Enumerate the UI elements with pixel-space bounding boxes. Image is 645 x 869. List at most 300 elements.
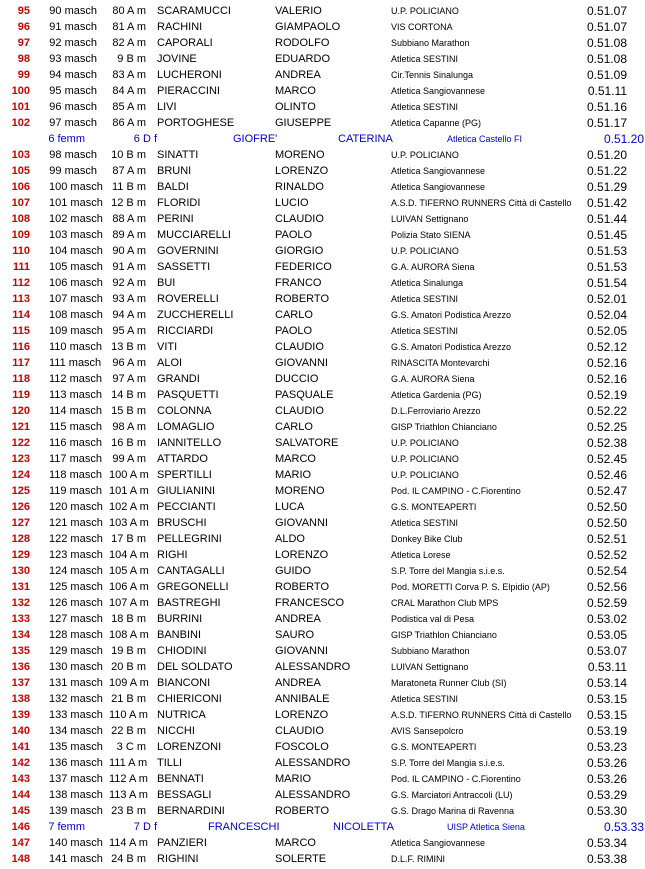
first-name-cell: MORENO <box>275 485 325 497</box>
club-cell: UISP Atletica Siena <box>447 822 525 832</box>
gender-rank-cell: 137 masch <box>49 773 103 785</box>
category-rank-cell: 82 A m <box>112 37 146 49</box>
position-cell: 121 <box>11 421 30 433</box>
time-cell: 0.51.07 <box>586 4 627 18</box>
surname-cell: PORTOGHESE <box>157 117 235 129</box>
surname-cell: RICCIARDI <box>157 325 214 337</box>
time-cell: 0.52.12 <box>586 340 627 354</box>
result-row <box>0 403 645 419</box>
gender-rank-cell: 122 masch <box>49 533 103 545</box>
surname-cell: VITI <box>157 341 178 353</box>
club-cell: A.S.D. TIFERNO RUNNERS Città di Castello <box>391 710 572 720</box>
category-rank-cell: 14 B m <box>111 389 146 401</box>
surname-cell: GIOFRE' <box>233 133 278 145</box>
gender-rank-cell: 115 masch <box>49 421 102 433</box>
gender-rank-cell: 118 masch <box>49 469 102 481</box>
position-cell: 144 <box>11 789 30 801</box>
result-row <box>0 387 645 403</box>
club-cell: A.S.D. TIFERNO RUNNERS Città di Castello <box>391 198 572 208</box>
club-cell: VIS CORTONA <box>391 22 453 32</box>
surname-cell: BESSAGLI <box>157 789 212 801</box>
time-cell: 0.52.22 <box>586 404 627 418</box>
first-name-cell: MARCO <box>275 837 316 849</box>
surname-cell: PELLEGRINI <box>157 533 222 545</box>
gender-rank-cell: 139 masch <box>49 805 103 817</box>
time-cell: 0.51.42 <box>586 196 627 210</box>
first-name-cell: ALESSANDRO <box>275 757 351 769</box>
club-cell: RINASCITA Montevarchi <box>391 358 490 368</box>
surname-cell: RIGHINI <box>157 853 199 865</box>
surname-cell: NICCHI <box>157 725 195 737</box>
surname-cell: BERNARDINI <box>157 805 225 817</box>
club-cell: S.P. Torre del Mangia s.i.e.s. <box>391 758 505 768</box>
time-cell: 0.53.26 <box>586 772 627 786</box>
category-rank-cell: 85 A m <box>112 101 146 113</box>
position-cell: 97 <box>17 37 30 49</box>
category-rank-cell: 19 B m <box>111 645 146 657</box>
time-cell: 0.52.45 <box>586 452 627 466</box>
first-name-cell: GIOVANNI <box>275 517 328 529</box>
first-name-cell: SAURO <box>275 629 315 641</box>
first-name-cell: GIAMPAOLO <box>275 21 341 33</box>
category-rank-cell: 102 A m <box>109 501 149 513</box>
result-row <box>0 355 645 371</box>
surname-cell: LIVI <box>157 101 177 113</box>
gender-rank-cell: 103 masch <box>49 229 103 241</box>
result-row <box>0 99 645 115</box>
gender-rank-cell: 133 masch <box>49 709 103 721</box>
first-name-cell: OLINTO <box>275 101 316 113</box>
surname-cell: TILLI <box>157 757 183 769</box>
time-cell: 0.53.15 <box>586 708 627 722</box>
first-name-cell: EDUARDO <box>275 53 331 65</box>
gender-rank-cell: 106 masch <box>49 277 103 289</box>
surname-cell: GREGONELLI <box>157 581 229 593</box>
club-cell: CRAL Marathon Club MPS <box>391 598 499 608</box>
gender-rank-cell: 116 masch <box>49 437 102 449</box>
category-rank-cell: 16 B m <box>111 437 146 449</box>
gender-rank-cell: 140 masch <box>49 837 103 849</box>
first-name-cell: DUCCIO <box>275 373 319 385</box>
category-rank-cell: 10 B m <box>111 149 146 161</box>
gender-rank-cell: 110 masch <box>49 341 102 353</box>
gender-rank-cell: 93 masch <box>49 53 97 65</box>
category-rank-cell: 90 A m <box>112 245 146 257</box>
club-cell: Atletica SESTINI <box>391 518 459 528</box>
time-cell: 0.51.20 <box>586 148 627 162</box>
time-cell: 0.53.30 <box>586 804 627 818</box>
club-cell: G.S. MONTEAPERTI <box>391 742 477 752</box>
time-cell: 0.53.05 <box>586 628 627 642</box>
category-rank-cell: 6 D f <box>133 133 157 145</box>
club-cell: Polizia Stato SIENA <box>391 230 471 240</box>
surname-cell: JOVINE <box>157 53 197 65</box>
surname-cell: PERINI <box>157 213 194 225</box>
club-cell: G.S. MONTEAPERTI <box>391 502 477 512</box>
time-cell: 0.51.54 <box>586 276 627 290</box>
result-row <box>0 195 645 211</box>
club-cell: G.A. AURORA Siena <box>391 262 475 272</box>
position-cell: 116 <box>12 341 30 353</box>
position-cell: 136 <box>11 661 30 673</box>
first-name-cell: RODOLFO <box>275 37 330 49</box>
first-name-cell: ANDREA <box>275 677 321 689</box>
time-cell: 0.51.16 <box>586 100 627 114</box>
club-cell: Atletica SESTINI <box>391 694 459 704</box>
position-cell: 101 <box>11 101 30 113</box>
category-rank-cell: 89 A m <box>112 229 146 241</box>
position-cell: 142 <box>11 757 30 769</box>
first-name-cell: ALESSANDRO <box>275 789 351 801</box>
category-rank-cell: 9 B m <box>117 53 146 65</box>
club-cell: Donkey Bike Club <box>391 534 463 544</box>
surname-cell: GOVERNINI <box>157 245 219 257</box>
result-row <box>0 419 645 435</box>
category-rank-cell: 80 A m <box>112 5 146 17</box>
time-cell: 0.52.38 <box>586 436 627 450</box>
surname-cell: LOMAGLIO <box>157 421 215 433</box>
time-cell: 0.52.01 <box>586 292 627 306</box>
result-row <box>0 19 645 35</box>
category-rank-cell: 103 A m <box>109 517 149 529</box>
result-row <box>0 723 645 739</box>
position-cell: 118 <box>12 373 30 385</box>
category-rank-cell: 18 B m <box>111 613 146 625</box>
result-row <box>0 835 645 851</box>
result-row <box>0 339 645 355</box>
gender-rank-cell: 129 masch <box>49 645 103 657</box>
first-name-cell: CLAUDIO <box>275 213 324 225</box>
gender-rank-cell: 111 masch <box>49 357 102 369</box>
position-cell: 108 <box>11 213 30 225</box>
position-cell: 137 <box>11 677 30 689</box>
category-rank-cell: 20 B m <box>111 661 146 673</box>
category-rank-cell: 88 A m <box>112 213 146 225</box>
category-rank-cell: 3 C m <box>116 741 146 753</box>
time-cell: 0.51.17 <box>586 116 627 130</box>
first-name-cell: GIUSEPPE <box>275 117 332 129</box>
result-row <box>0 227 645 243</box>
surname-cell: LUCHERONI <box>157 69 222 81</box>
category-rank-cell: 23 B m <box>111 805 146 817</box>
surname-cell: NUTRICA <box>157 709 206 721</box>
first-name-cell: LORENZO <box>275 549 329 561</box>
time-cell: 0.52.50 <box>586 500 627 514</box>
club-cell: U.P. POLICIANO <box>391 246 459 256</box>
first-name-cell: CARLO <box>275 309 313 321</box>
gender-rank-cell: 132 masch <box>49 693 103 705</box>
result-row <box>0 35 645 51</box>
category-rank-cell: 113 A m <box>109 789 148 801</box>
result-row <box>0 307 645 323</box>
surname-cell: BALDI <box>157 181 189 193</box>
category-rank-cell: 97 A m <box>112 373 146 385</box>
club-cell: Pod. IL CAMPINO - C.Fiorentino <box>391 486 521 496</box>
position-cell: 113 <box>12 293 30 305</box>
result-row <box>0 115 645 131</box>
surname-cell: SPERTILLI <box>157 469 212 481</box>
position-cell: 117 <box>12 357 30 369</box>
results-table <box>0 3 645 867</box>
position-cell: 112 <box>12 277 30 289</box>
position-cell: 146 <box>11 821 30 833</box>
club-cell: Atletica SESTINI <box>391 102 459 112</box>
result-row <box>0 259 645 275</box>
result-row <box>0 627 645 643</box>
first-name-cell: GIOVANNI <box>275 357 328 369</box>
time-cell: 0.51.08 <box>586 36 627 50</box>
surname-cell: RACHINI <box>157 21 203 33</box>
category-rank-cell: 101 A m <box>109 485 149 497</box>
gender-rank-cell: 126 masch <box>49 597 103 609</box>
category-rank-cell: 100 A m <box>109 469 149 481</box>
category-rank-cell: 87 A m <box>112 165 146 177</box>
result-row <box>0 547 645 563</box>
category-rank-cell: 11 B m <box>111 181 146 193</box>
surname-cell: GRANDI <box>157 373 200 385</box>
club-cell: U.P. POLICIANO <box>391 470 459 480</box>
first-name-cell: ALDO <box>275 533 305 545</box>
first-name-cell: PASQUALE <box>275 389 334 401</box>
gender-rank-cell: 113 masch <box>49 389 102 401</box>
result-row <box>0 755 645 771</box>
club-cell: GISP Triathlon Chianciano <box>391 422 497 432</box>
position-cell: 141 <box>11 741 30 753</box>
first-name-cell: RINALDO <box>275 181 324 193</box>
gender-rank-cell: 109 masch <box>49 325 103 337</box>
gender-rank-cell: 101 masch <box>49 197 103 209</box>
time-cell: 0.52.16 <box>586 372 627 386</box>
result-row <box>0 131 645 147</box>
result-row <box>0 691 645 707</box>
time-cell: 0.51.45 <box>586 228 627 242</box>
category-rank-cell: 12 B m <box>111 197 146 209</box>
position-cell: 106 <box>11 181 30 193</box>
time-cell: 0.53.29 <box>586 788 627 802</box>
time-cell: 0.52.52 <box>586 548 627 562</box>
time-cell: 0.53.14 <box>586 676 627 690</box>
gender-rank-cell: 105 masch <box>49 261 103 273</box>
category-rank-cell: 92 A m <box>112 277 146 289</box>
category-rank-cell: 105 A m <box>109 565 149 577</box>
club-cell: Atletica Lorese <box>391 550 451 560</box>
category-rank-cell: 108 A m <box>109 629 149 641</box>
surname-cell: BURRINI <box>157 613 203 625</box>
gender-rank-cell: 94 masch <box>49 69 97 81</box>
position-cell: 134 <box>11 629 30 641</box>
first-name-cell: ALESSANDRO <box>275 661 351 673</box>
position-cell: 119 <box>12 389 30 401</box>
result-row <box>0 3 645 19</box>
time-cell: 0.51.20 <box>603 132 644 146</box>
time-cell: 0.52.56 <box>586 580 627 594</box>
position-cell: 95 <box>17 5 30 17</box>
surname-cell: SASSETTI <box>157 261 211 273</box>
time-cell: 0.52.51 <box>586 532 627 546</box>
first-name-cell: NICOLETTA <box>333 821 394 833</box>
gender-rank-cell: 90 masch <box>49 5 97 17</box>
first-name-cell: CLAUDIO <box>275 405 324 417</box>
surname-cell: RIGHI <box>157 549 188 561</box>
position-cell: 147 <box>11 837 30 849</box>
position-cell: 120 <box>11 405 30 417</box>
category-rank-cell: 86 A m <box>112 117 146 129</box>
club-cell: G.S. Marciatori Antraccoli (LU) <box>391 790 513 800</box>
time-cell: 0.51.53 <box>586 260 627 274</box>
position-cell: 100 <box>11 85 30 97</box>
first-name-cell: CATERINA <box>338 133 393 145</box>
surname-cell: GIULIANINI <box>157 485 216 497</box>
result-row <box>0 371 645 387</box>
time-cell: 0.51.44 <box>586 212 627 226</box>
gender-rank-cell: 108 masch <box>49 309 103 321</box>
position-cell: 114 <box>12 309 30 321</box>
first-name-cell: ROBERTO <box>275 581 329 593</box>
club-cell: G.A. AURORA Siena <box>391 374 475 384</box>
time-cell: 0.53.38 <box>586 852 627 866</box>
club-cell: Pod. IL CAMPINO - C.Fiorentino <box>391 774 521 784</box>
result-row <box>0 707 645 723</box>
gender-rank-cell: 135 masch <box>49 741 103 753</box>
position-cell: 102 <box>11 117 30 129</box>
result-row <box>0 659 645 675</box>
category-rank-cell: 99 A m <box>112 453 146 465</box>
result-row <box>0 291 645 307</box>
club-cell: Podistica val di Pesa <box>391 614 475 624</box>
result-row <box>0 579 645 595</box>
result-row <box>0 515 645 531</box>
time-cell: 0.53.34 <box>586 836 627 850</box>
position-cell: 143 <box>11 773 30 785</box>
club-cell: LUIVAN Settignano <box>391 662 469 672</box>
first-name-cell: CARLO <box>275 421 313 433</box>
club-cell: U.P. POLICIANO <box>391 438 459 448</box>
result-row <box>0 323 645 339</box>
gender-rank-cell: 136 masch <box>49 757 103 769</box>
category-rank-cell: 84 A m <box>112 85 146 97</box>
gender-rank-cell: 128 masch <box>49 629 103 641</box>
first-name-cell: ROBERTO <box>275 293 329 305</box>
club-cell: G.S. Amatori Podistica Arezzo <box>391 310 512 320</box>
surname-cell: BASTREGHI <box>157 597 221 609</box>
position-cell: 131 <box>11 581 30 593</box>
result-row <box>0 643 645 659</box>
position-cell: 133 <box>11 613 30 625</box>
time-cell: 0.51.09 <box>586 68 627 82</box>
surname-cell: ALOI <box>157 357 183 369</box>
surname-cell: ROVERELLI <box>157 293 219 305</box>
first-name-cell: LORENZO <box>275 165 329 177</box>
surname-cell: PIERACCINI <box>157 85 220 97</box>
surname-cell: CANTAGALLI <box>157 565 225 577</box>
gender-rank-cell: 117 masch <box>49 453 102 465</box>
surname-cell: SINATTI <box>157 149 199 161</box>
position-cell: 129 <box>11 549 30 561</box>
surname-cell: COLONNA <box>157 405 212 417</box>
club-cell: Maratoneta Runner Club (SI) <box>391 678 507 688</box>
time-cell: 0.52.19 <box>586 388 627 402</box>
surname-cell: MUCCIARELLI <box>157 229 231 241</box>
position-cell: 128 <box>11 533 30 545</box>
time-cell: 0.51.07 <box>586 20 627 34</box>
club-cell: Pod. MORETTI Corva P. S. Elpidio (AP) <box>391 582 550 592</box>
club-cell: Atletica Capanne (PG) <box>391 118 482 128</box>
club-cell: Atletica Sangiovannese <box>391 838 486 848</box>
result-row <box>0 675 645 691</box>
result-row <box>0 163 645 179</box>
gender-rank-cell: 107 masch <box>49 293 103 305</box>
category-rank-cell: 106 A m <box>109 581 149 593</box>
category-rank-cell: 17 B m <box>111 533 146 545</box>
gender-rank-cell: 98 masch <box>49 149 97 161</box>
first-name-cell: MARIO <box>275 773 312 785</box>
time-cell: 0.53.11 <box>587 660 627 674</box>
gender-rank-cell: 7 femm <box>48 821 85 833</box>
category-rank-cell: 13 B m <box>111 341 146 353</box>
surname-cell: BANBINI <box>157 629 202 641</box>
gender-rank-cell: 99 masch <box>49 165 97 177</box>
time-cell: 0.51.29 <box>586 180 627 194</box>
category-rank-cell: 110 A m <box>109 709 148 721</box>
result-row <box>0 179 645 195</box>
result-row <box>0 147 645 163</box>
club-cell: U.P. POLICIANO <box>391 6 459 16</box>
first-name-cell: VALERIO <box>275 5 322 17</box>
surname-cell: LORENZONI <box>157 741 222 753</box>
category-rank-cell: 83 A m <box>112 69 146 81</box>
surname-cell: FLORIDI <box>157 197 201 209</box>
gender-rank-cell: 131 masch <box>49 677 103 689</box>
first-name-cell: MARCO <box>275 85 316 97</box>
position-cell: 124 <box>11 469 30 481</box>
club-cell: U.P. POLICIANO <box>391 454 459 464</box>
club-cell: Atletica SESTINI <box>391 294 459 304</box>
position-cell: 139 <box>11 709 30 721</box>
position-cell: 96 <box>17 21 30 33</box>
result-row <box>0 243 645 259</box>
club-cell: Atletica Sangiovannese <box>391 182 486 192</box>
category-rank-cell: 112 A m <box>109 773 148 785</box>
gender-rank-cell: 104 masch <box>49 245 103 257</box>
time-cell: 0.53.02 <box>586 612 627 626</box>
position-cell: 105 <box>11 165 30 177</box>
position-cell: 148 <box>11 853 30 865</box>
time-cell: 0.53.26 <box>586 756 627 770</box>
position-cell: 122 <box>11 437 30 449</box>
first-name-cell: SOLERTE <box>275 853 327 865</box>
position-cell: 115 <box>12 325 30 337</box>
result-row <box>0 611 645 627</box>
first-name-cell: LUCIO <box>275 197 309 209</box>
result-row <box>0 499 645 515</box>
position-cell: 107 <box>11 197 30 209</box>
gender-rank-cell: 112 masch <box>49 373 102 385</box>
time-cell: 0.52.46 <box>586 468 627 482</box>
result-row <box>0 739 645 755</box>
result-row <box>0 595 645 611</box>
surname-cell: BUI <box>157 277 176 289</box>
surname-cell: DEL SOLDATO <box>157 661 233 673</box>
club-cell: Cir.Tennis Sinalunga <box>391 70 474 80</box>
position-cell: 140 <box>11 725 30 737</box>
club-cell: Atletica Castello FI <box>447 134 523 144</box>
gender-rank-cell: 125 masch <box>49 581 103 593</box>
club-cell: D.L.Ferroviario Arezzo <box>391 406 481 416</box>
gender-rank-cell: 91 masch <box>49 21 97 33</box>
time-cell: 0.51.11 <box>587 84 627 98</box>
surname-cell: BENNATI <box>157 773 204 785</box>
category-rank-cell: 107 A m <box>109 597 149 609</box>
